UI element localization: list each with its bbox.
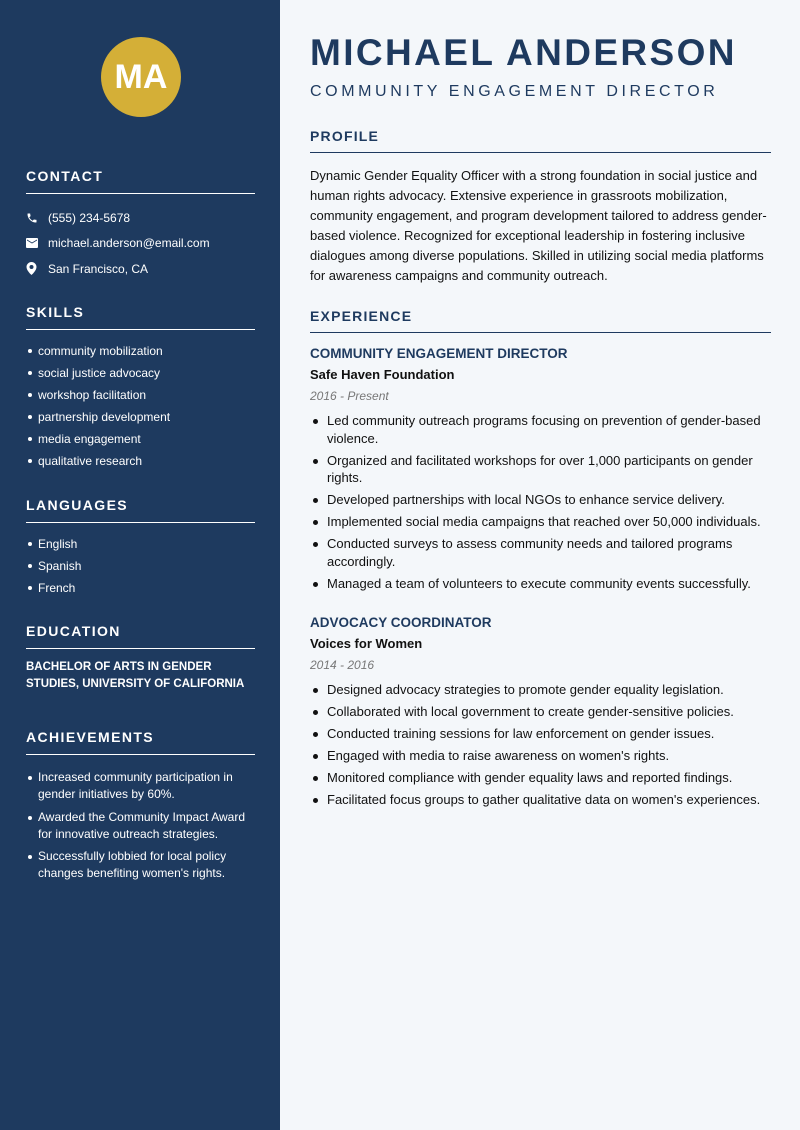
- contact-location[interactable]: [26, 256, 255, 282]
- job-bullets: [310, 412, 771, 592]
- candidate-name: MICHAEL ANDERSON: [310, 32, 737, 73]
- job-organization: Safe Haven Foundation: [310, 367, 455, 382]
- job-bullets: [310, 681, 771, 809]
- education-degree: BACHELOR OF ARTS IN GENDER STUDIES, UNIVERSITY OF CALIFORNIA: [26, 661, 245, 690]
- education-heading: EDUCATION: [26, 623, 255, 649]
- job-entry: [310, 346, 771, 597]
- job-bullet: Organized and facilitated workshops for over 1,000 participants on gender rights.: [310, 452, 771, 487]
- job-bullet: Conducted surveys to assess community needs and tailored programs accordingly.: [310, 535, 771, 570]
- profile-text: Dynamic Gender Equality Officer with a strong foundation in social justice and human rights advocacy. Extensive experience in grassroots mobilization, community engagement, and program development tailored to address gender-based violence. Recognized for exceptional leadership in fostering inclusive dialogues among diverse populations. Skilled in utilizing social media platforms for awareness campaigns and community outreach.: [310, 168, 767, 283]
- achievement-item: Awarded the Community Impact Award for innovative outreach strategies.: [26, 809, 255, 843]
- job-organization: Voices for Women: [310, 636, 423, 651]
- email-text: michael.anderson@email.com: [48, 236, 210, 251]
- job-bullet: Conducted training sessions for law enforcement on gender issues.: [310, 725, 771, 743]
- contact-section: [26, 168, 255, 282]
- phone-icon: [26, 212, 48, 224]
- achievements-heading: ACHIEVEMENTS: [26, 729, 255, 755]
- language-item: Spanish: [26, 555, 255, 577]
- skills-section: [26, 304, 255, 472]
- education-section: [26, 623, 255, 693]
- job-bullet: Implemented social media campaigns that reached over 50,000 individuals.: [310, 513, 771, 531]
- achievements-section: [26, 729, 255, 888]
- skill-item: partnership development: [26, 406, 255, 428]
- job-bullet: Collaborated with local government to create gender-sensitive policies.: [310, 703, 771, 721]
- achievement-item: Successfully lobbied for local policy changes benefiting women's rights.: [26, 848, 255, 882]
- candidate-title: COMMUNITY ENGAGEMENT DIRECTOR: [310, 83, 719, 100]
- phone-text: (555) 234-5678: [48, 210, 131, 225]
- experience-heading: EXPERIENCE: [310, 308, 771, 333]
- contact-heading: CONTACT: [26, 168, 255, 194]
- job-bullet: Designed advocacy strategies to promote gender equality legislation.: [310, 681, 771, 699]
- languages-heading: LANGUAGES: [26, 497, 255, 523]
- skill-item: qualitative research: [26, 450, 255, 472]
- job-bullet: Developed partnerships with local NGOs to enhance service delivery.: [310, 491, 771, 509]
- language-item: French: [26, 577, 255, 599]
- job-title: COMMUNITY ENGAGEMENT DIRECTOR: [310, 346, 568, 361]
- languages-section: [26, 497, 255, 599]
- job-bullet: Managed a team of volunteers to execute community events successfully.: [310, 575, 771, 593]
- experience-section: [310, 308, 771, 333]
- job-entry: [310, 615, 771, 813]
- skill-item: media engagement: [26, 428, 255, 450]
- job-bullet: Engaged with media to raise awareness on women's rights.: [310, 747, 771, 765]
- skill-item: workshop facilitation: [26, 384, 255, 406]
- profile-section: [310, 128, 771, 286]
- achievement-item: Increased community participation in gender initiatives by 60%.: [26, 769, 255, 803]
- location-text: San Francisco, CA: [48, 261, 149, 276]
- skill-item: social justice advocacy: [26, 362, 255, 384]
- language-item: English: [26, 533, 255, 555]
- location-pin-icon: [26, 262, 48, 275]
- sidebar: [0, 0, 280, 1130]
- contact-email[interactable]: [26, 231, 255, 257]
- job-dates: 2014 - 2016: [310, 658, 375, 672]
- job-bullet: Facilitated focus groups to gather qualitative data on women's experiences.: [310, 791, 771, 809]
- job-title: ADVOCACY COORDINATOR: [310, 615, 492, 630]
- profile-heading: PROFILE: [310, 128, 771, 153]
- skills-heading: SKILLS: [26, 304, 255, 330]
- email-icon: [26, 238, 48, 248]
- job-bullet: Monitored compliance with gender equality laws and reported findings.: [310, 769, 771, 787]
- avatar: MA: [101, 37, 181, 117]
- skill-item: community mobilization: [26, 340, 255, 362]
- skills-list: [26, 340, 255, 472]
- job-bullet: Led community outreach programs focusing on prevention of gender-based violence.: [310, 412, 771, 447]
- languages-list: [26, 533, 255, 599]
- contact-phone[interactable]: [26, 205, 255, 231]
- job-dates: 2016 - Present: [310, 389, 389, 403]
- achievements-list: [26, 769, 255, 882]
